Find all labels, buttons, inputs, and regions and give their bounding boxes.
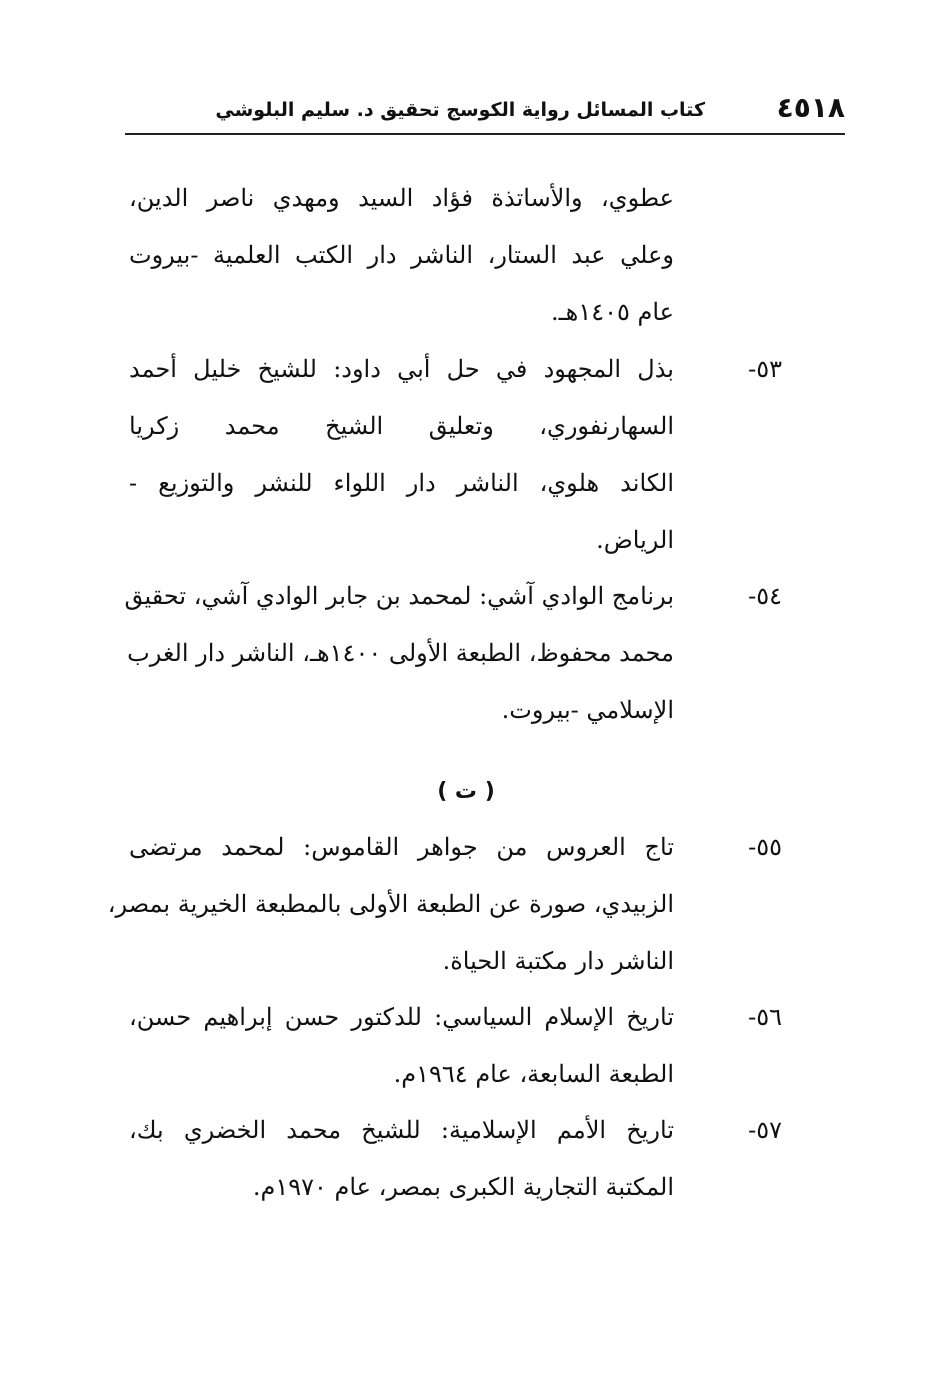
page-number: ٤٥١٨ <box>776 91 845 124</box>
header-rule <box>125 133 845 135</box>
entry-line: تاريخ الأمم الإسلامية: للشيخ محمد الخضري بك، <box>129 1116 674 1144</box>
running-title: كتاب المسائل رواية الكوسج تحقيق د. سليم البلوشي <box>215 99 705 121</box>
section-heading: ( ت ) <box>437 779 495 804</box>
entry-line: السهارنفوري، وتعليق الشيخ محمد زكريا <box>129 412 674 440</box>
entry-line: الزبيدي، صورة عن الطبعة الأولى بالمطبعة الخيرية بمصر، <box>107 890 674 918</box>
entry-line: الناشر دار مكتبة الحياة. <box>442 947 674 975</box>
entry-line: الإسلامي -بيروت. <box>501 696 674 724</box>
entry-line: الكاند هلوي، الناشر دار اللواء للنشر والتوزيع - <box>129 469 674 497</box>
continuation-line: عام ١٤٠٥هـ. <box>550 298 674 326</box>
page-header <box>125 88 845 130</box>
entry-line: المكتبة التجارية الكبرى بمصر، عام ١٩٧٠م. <box>252 1173 674 1201</box>
entry-line: محمد محفوظ، الطبعة الأولى ١٤٠٠هـ، الناشر دار الغرب <box>127 639 674 667</box>
entry-number: ٥٤- <box>748 582 782 610</box>
entry-line: بذل المجهود في حل أبي داود: للشيخ خليل أحمد <box>129 355 674 383</box>
entry-line: الطبعة السابعة، عام ١٩٦٤م. <box>393 1060 674 1088</box>
entry-line: الرياض. <box>596 526 674 554</box>
entry-line: تاج العروس من جواهر القاموس: لمحمد مرتضى <box>129 833 674 861</box>
continuation-line: عطوي، والأساتذة فؤاد السيد ومهدي ناصر الدين، <box>129 184 674 212</box>
entry-number: ٥٧- <box>748 1116 782 1144</box>
entry-line: تاريخ الإسلام السياسي: للدكتور حسن إبراهيم حسن، <box>129 1003 674 1031</box>
entry-number: ٥٥- <box>748 833 782 861</box>
entry-line: برنامج الوادي آشي: لمحمد بن جابر الوادي آشي، تحقيق <box>124 582 674 610</box>
entry-number: ٥٦- <box>748 1003 782 1031</box>
entry-number: ٥٣- <box>748 355 782 383</box>
continuation-line: وعلي عبد الستار، الناشر دار الكتب العلمية -بيروت <box>129 241 674 269</box>
